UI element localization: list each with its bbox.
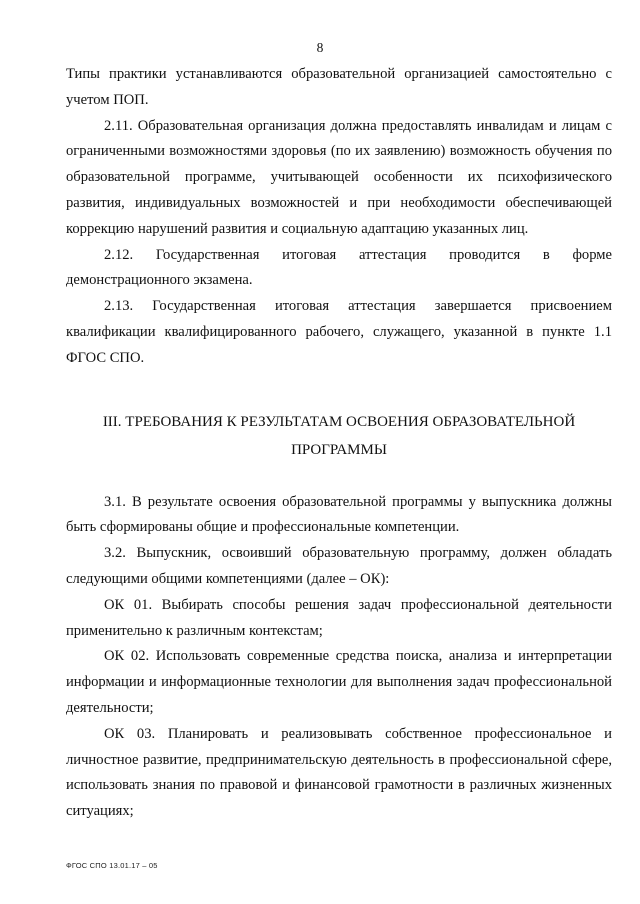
section-heading: III. ТРЕБОВАНИЯ К РЕЗУЛЬТАТАМ ОСВОЕНИЯ ОБРАЗОВАТЕЛЬНОЙ ПРОГРАММЫ <box>102 413 576 458</box>
paragraph-3-1: 3.1. В результате освоения образовательной программы у выпускника должны быть сформированы общие и профессиональные компетенции. <box>66 493 612 536</box>
paragraph-ok-03: ОК 03. Планировать и реализовывать собственное профессиональное и личностное развитие, предпринимательскую деятельность в профессиональной сфере, использовать знания по правовой и финансовой грамотности в различных жизненных ситуациях; <box>66 725 612 820</box>
footer-code: ФГОС СПО 13.01.17 – 05 <box>66 861 158 870</box>
paragraph-2-12: 2.12. Государственная итоговая аттестация проводится в форме демонстрационного экзамена. <box>66 246 612 289</box>
paragraph-ok-02: ОК 02. Использовать современные средства поиска, анализа и интерпретации информации и информационные технологии для выполнения задач профессиональной деятельности; <box>66 648 612 716</box>
paragraph-2-13: 2.13. Государственная итоговая аттестация завершается присвоением квалификации квалифицированного рабочего, служащего, указанной в пункте 1.1 ФГОС СПО. <box>66 298 612 366</box>
paragraph-ok-01: ОК 01. Выбирать способы решения задач профессиональной деятельности применительно к различным контекстам; <box>66 596 612 639</box>
paragraph-2-11: 2.11. Образовательная организация должна предоставлять инвалидам и лицам с ограниченными возможностями здоровья (по их заявлению) возможность обучения по образовательной программе, учитывающей особенности их психофизического развития, индивидуальных возможностей и при необходимости обеспечивающей коррекцию нарушений развития и социальную адаптацию указанных лиц. <box>66 117 612 237</box>
page-number: 8 <box>316 40 324 55</box>
document-body <box>66 62 612 825</box>
paragraph-3-2: 3.2. Выпускник, освоивший образовательную программу, должен обладать следующими общими компетенциями (далее – ОК): <box>66 545 612 587</box>
paragraph-practice-types: Типы практики устанавливаются образовательной организацией самостоятельно с учетом ПОП. <box>66 66 612 108</box>
